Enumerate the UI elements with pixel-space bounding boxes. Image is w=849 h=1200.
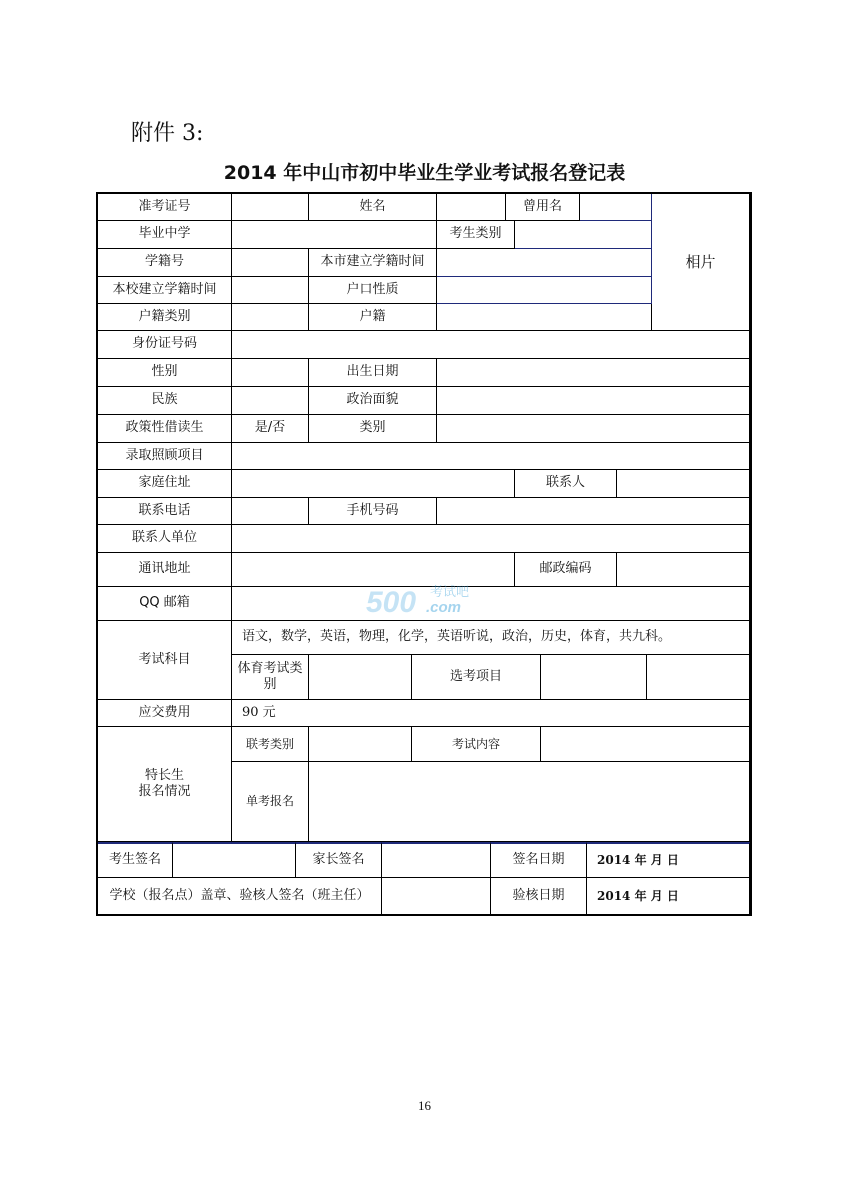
mail-address-label: 通讯地址 bbox=[98, 553, 232, 587]
registration-form bbox=[96, 192, 752, 916]
pe-type-field[interactable] bbox=[309, 655, 412, 700]
student-no-field[interactable] bbox=[232, 249, 309, 277]
gender-field[interactable] bbox=[232, 359, 309, 387]
id-no-field[interactable] bbox=[232, 331, 750, 359]
hukou-nature-field[interactable] bbox=[437, 277, 652, 304]
contact-person-field[interactable] bbox=[617, 470, 750, 498]
home-address-label: 家庭住址 bbox=[98, 470, 232, 498]
name-label: 姓名 bbox=[309, 194, 437, 221]
fee-label: 应交费用 bbox=[98, 700, 232, 727]
graduation-school-label: 毕业中学 bbox=[98, 221, 232, 249]
single-exam-field[interactable] bbox=[309, 762, 750, 842]
city-enroll-time-field[interactable] bbox=[437, 249, 652, 277]
school-enroll-time-field[interactable] bbox=[232, 277, 309, 304]
contact-phone-field[interactable] bbox=[232, 498, 309, 525]
fee-value: 90 元 bbox=[232, 700, 750, 727]
optional-items-field-2[interactable] bbox=[647, 655, 750, 700]
watermark-domain: .com bbox=[426, 599, 462, 616]
former-name-label: 曾用名 bbox=[506, 194, 580, 221]
policy-student-label: 政策性借读生 bbox=[98, 415, 232, 443]
admission-no-label: 准考证号 bbox=[98, 194, 232, 221]
category-label: 类别 bbox=[309, 415, 437, 443]
hukou-field[interactable] bbox=[437, 304, 652, 331]
pe-type-label: 体育考试类别 bbox=[232, 655, 309, 700]
verify-date-label: 验核日期 bbox=[491, 878, 587, 916]
gender-label: 性别 bbox=[98, 359, 232, 387]
special-talent-label bbox=[98, 727, 232, 842]
graduation-school-field[interactable] bbox=[232, 221, 437, 249]
exam-content-label: 考试内容 bbox=[412, 727, 541, 762]
exam-subjects-text: 语文，数学，英语，物理，化学，英语听说，政治，历史，体育，共九科。 bbox=[232, 621, 750, 655]
parent-sign-field[interactable] bbox=[382, 842, 491, 878]
mail-address-field[interactable] bbox=[232, 553, 515, 587]
yes-no-option[interactable]: 是/否 bbox=[232, 415, 309, 443]
joint-type-label: 联考类别 bbox=[232, 727, 309, 762]
photo-box: 相片 bbox=[652, 194, 750, 331]
admission-care-label: 录取照顾项目 bbox=[98, 443, 232, 470]
candidate-type-label: 考生类别 bbox=[437, 221, 515, 249]
verify-date-value: 2014 年 月 日 bbox=[587, 878, 750, 916]
city-enroll-time-label: 本市建立学籍时间 bbox=[309, 249, 437, 277]
qq-email-field[interactable] bbox=[232, 587, 750, 621]
special-talent-line1: 特长生 bbox=[144, 767, 184, 783]
category-field[interactable] bbox=[437, 415, 750, 443]
student-sign-label: 考生签名 bbox=[98, 842, 173, 878]
candidate-type-field[interactable] bbox=[515, 221, 652, 249]
admission-no-field[interactable] bbox=[232, 194, 309, 221]
postal-code-field[interactable] bbox=[617, 553, 750, 587]
political-status-label: 政治面貌 bbox=[309, 387, 437, 415]
optional-items-field-1[interactable] bbox=[541, 655, 647, 700]
hukou-label: 户籍 bbox=[309, 304, 437, 331]
student-sign-field[interactable] bbox=[173, 842, 296, 878]
school-sign-label: 学校（报名点）盖章、验核人签名（班主任） bbox=[98, 878, 382, 916]
admission-care-field[interactable] bbox=[232, 443, 750, 470]
watermark-number: 500 bbox=[366, 586, 417, 619]
page-number: 16 bbox=[418, 1098, 431, 1113]
exam-content-field[interactable] bbox=[541, 727, 750, 762]
birth-date-field[interactable] bbox=[437, 359, 750, 387]
mobile-field[interactable] bbox=[437, 498, 750, 525]
contact-phone-label: 联系电话 bbox=[98, 498, 232, 525]
watermark-text: 考试吧 bbox=[430, 585, 470, 600]
attachment-label: 附件 3: bbox=[131, 121, 204, 146]
former-name-field[interactable] bbox=[580, 194, 652, 221]
contact-unit-label: 联系人单位 bbox=[98, 525, 232, 553]
political-status-field[interactable] bbox=[437, 387, 750, 415]
parent-sign-label: 家长签名 bbox=[296, 842, 382, 878]
mobile-label: 手机号码 bbox=[309, 498, 437, 525]
student-no-label: 学籍号 bbox=[98, 249, 232, 277]
id-no-label: 身份证号码 bbox=[98, 331, 232, 359]
special-talent-line2: 报名情况 bbox=[138, 784, 191, 799]
sign-date-value: 2014 年 月 日 bbox=[587, 842, 750, 878]
joint-type-field[interactable] bbox=[309, 727, 412, 762]
name-field[interactable] bbox=[437, 194, 506, 221]
school-enroll-time-label: 本校建立学籍时间 bbox=[98, 277, 232, 304]
qq-email-label: QQ 邮箱 bbox=[98, 587, 232, 621]
home-address-field[interactable] bbox=[232, 470, 515, 498]
ethnicity-label: 民族 bbox=[98, 387, 232, 415]
school-sign-field[interactable] bbox=[382, 878, 491, 916]
birth-date-label: 出生日期 bbox=[309, 359, 437, 387]
sign-date-label: 签名日期 bbox=[491, 842, 587, 878]
contact-person-label: 联系人 bbox=[515, 470, 617, 498]
optional-items-label: 选考项目 bbox=[412, 655, 541, 700]
hukou-nature-label: 户口性质 bbox=[309, 277, 437, 304]
single-exam-label: 单考报名 bbox=[232, 762, 309, 842]
form-title: 2014 年中山市初中毕业生学业考试报名登记表 bbox=[223, 162, 626, 184]
exam-subjects-label: 考试科目 bbox=[98, 621, 232, 700]
hukou-type-field[interactable] bbox=[232, 304, 309, 331]
contact-unit-field[interactable] bbox=[232, 525, 750, 553]
postal-code-label: 邮政编码 bbox=[515, 553, 617, 587]
hukou-type-label: 户籍类别 bbox=[98, 304, 232, 331]
ethnicity-field[interactable] bbox=[232, 387, 309, 415]
